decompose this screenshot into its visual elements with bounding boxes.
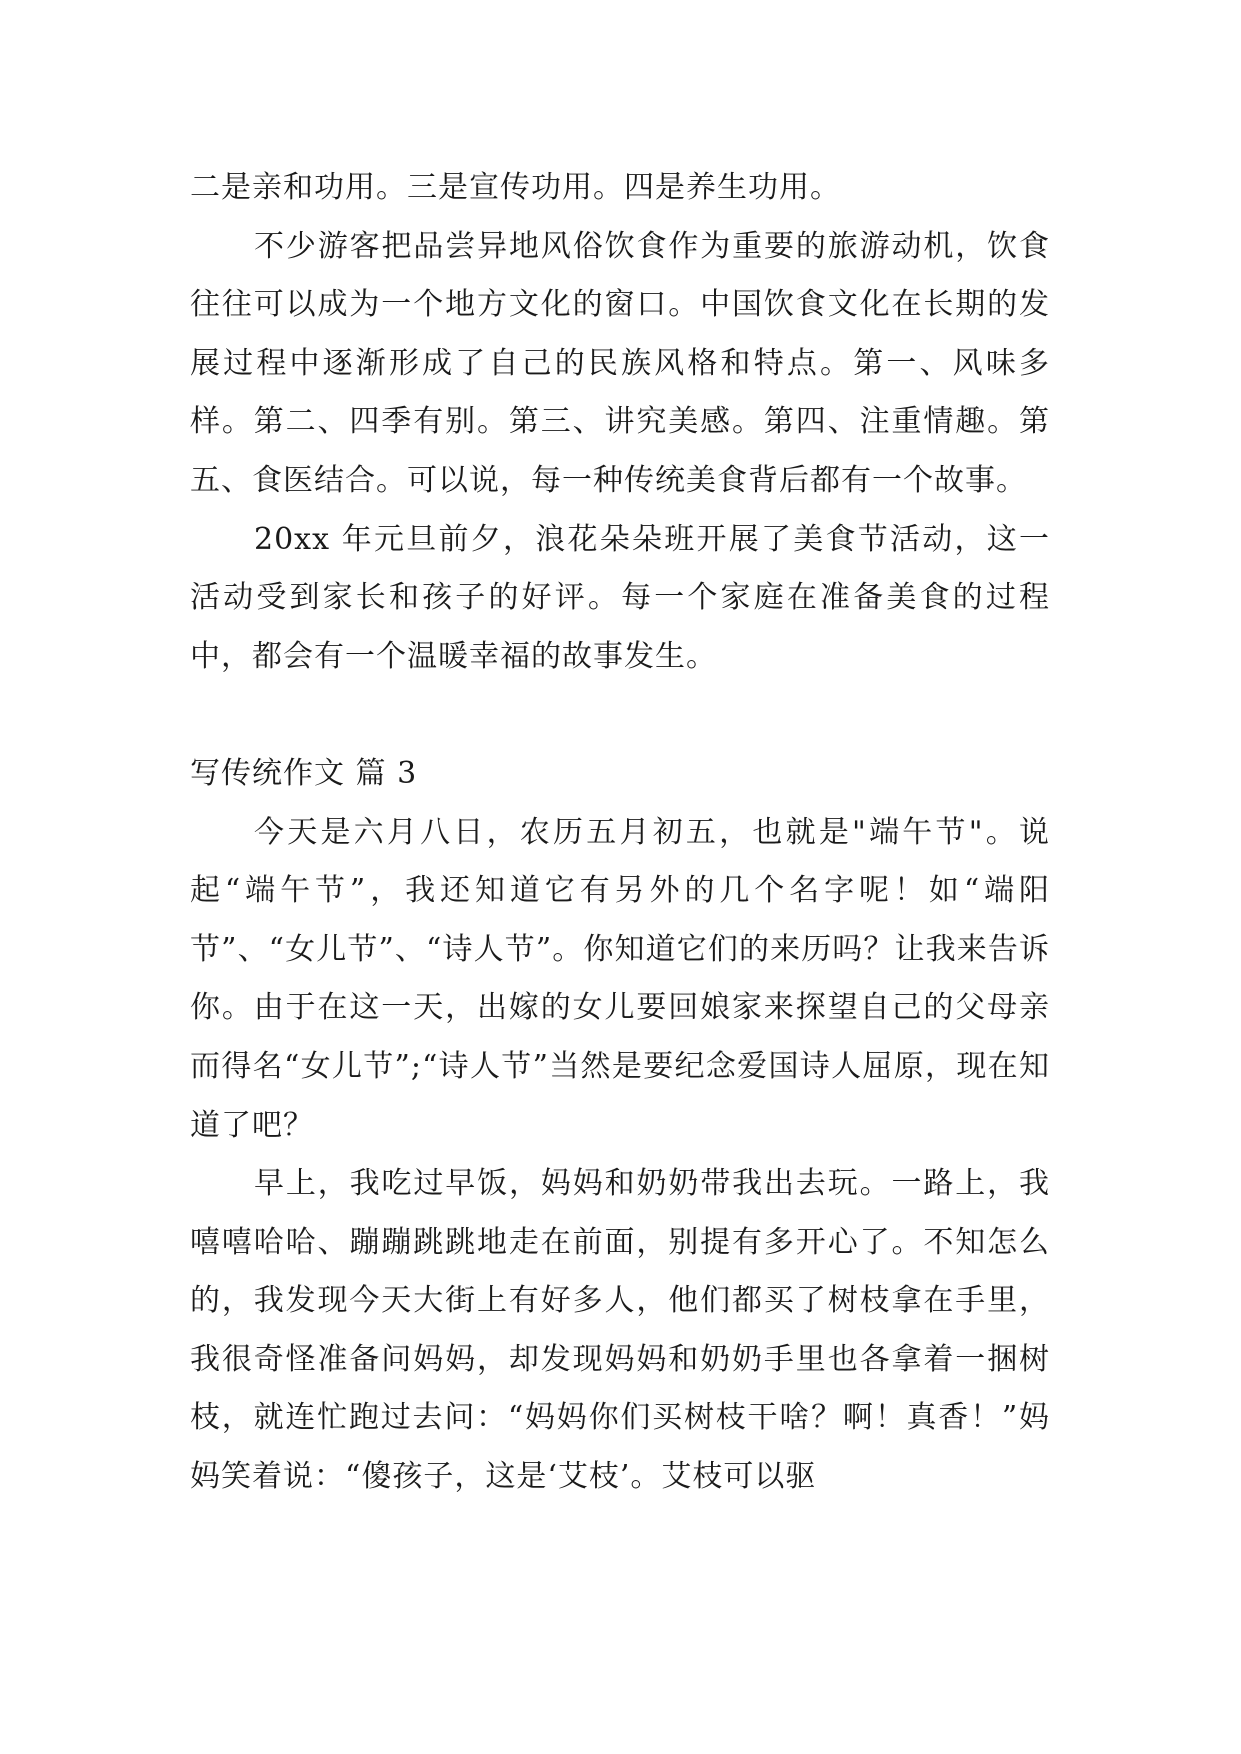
- paragraph-dragon-boat-festival: 今天是六月八日，农历五月初五，也就是"端午节"。说起“端午节”，我还知道它有另外的几个名字呢！如“端阳节”、“女儿节”、“诗人节”。你知道它们的来历吗？让我来告诉你。由于在这一天，出嫁的女儿要回娘家来探望自己的父母亲而得名“女儿节”;“诗人节”当然是要纪念爱国诗人屈原，现在知道了吧？: [190, 814, 1050, 1143]
- paragraph-morning-walk: 早上，我吃过早饭，妈妈和奶奶带我出去玩。一路上，我嘻嘻哈哈、蹦蹦跳跳地走在前面，别提有多开心了。不知怎么的，我发现今天大街上有好多人，他们都买了树枝拿在手里，我很奇怪准备问妈妈，却发现妈妈和奶奶手里也各拿着一捆树枝，就连忙跑过去问：“妈妈你们买树枝干啥？啊！真香！”妈妈笑着说：“傻孩子，这是‘艾枝’。艾枝可以驱: [190, 1166, 1050, 1495]
- section-heading: 写传统作文 篇 3: [190, 755, 418, 791]
- paragraph-food-festival: 20xx 年元旦前夕，浪花朵朵班开展了美食节活动，这一活动受到家长和孩子的好评。每一个家庭在准备美食的过程中，都会有一个温暖幸福的故事发生。: [190, 521, 1050, 674]
- section-gap: [190, 686, 1050, 745]
- paragraph-food-culture: 不少游客把品尝异地风俗饮食作为重要的旅游动机，饮食往往可以成为一个地方文化的窗口。中国饮食文化在长期的发展过程中逐渐形成了自己的民族风格和特点。第一、风味多样。第二、四季有别。第三、讲究美感。第四、注重情趣。第五、食医结合。可以说，每一种传统美食背后都有一个故事。: [190, 228, 1050, 498]
- paragraph-functions-summary: 二是亲和功用。三是宣传功用。四是养生功用。: [190, 170, 841, 205]
- document-body: [190, 159, 1050, 1507]
